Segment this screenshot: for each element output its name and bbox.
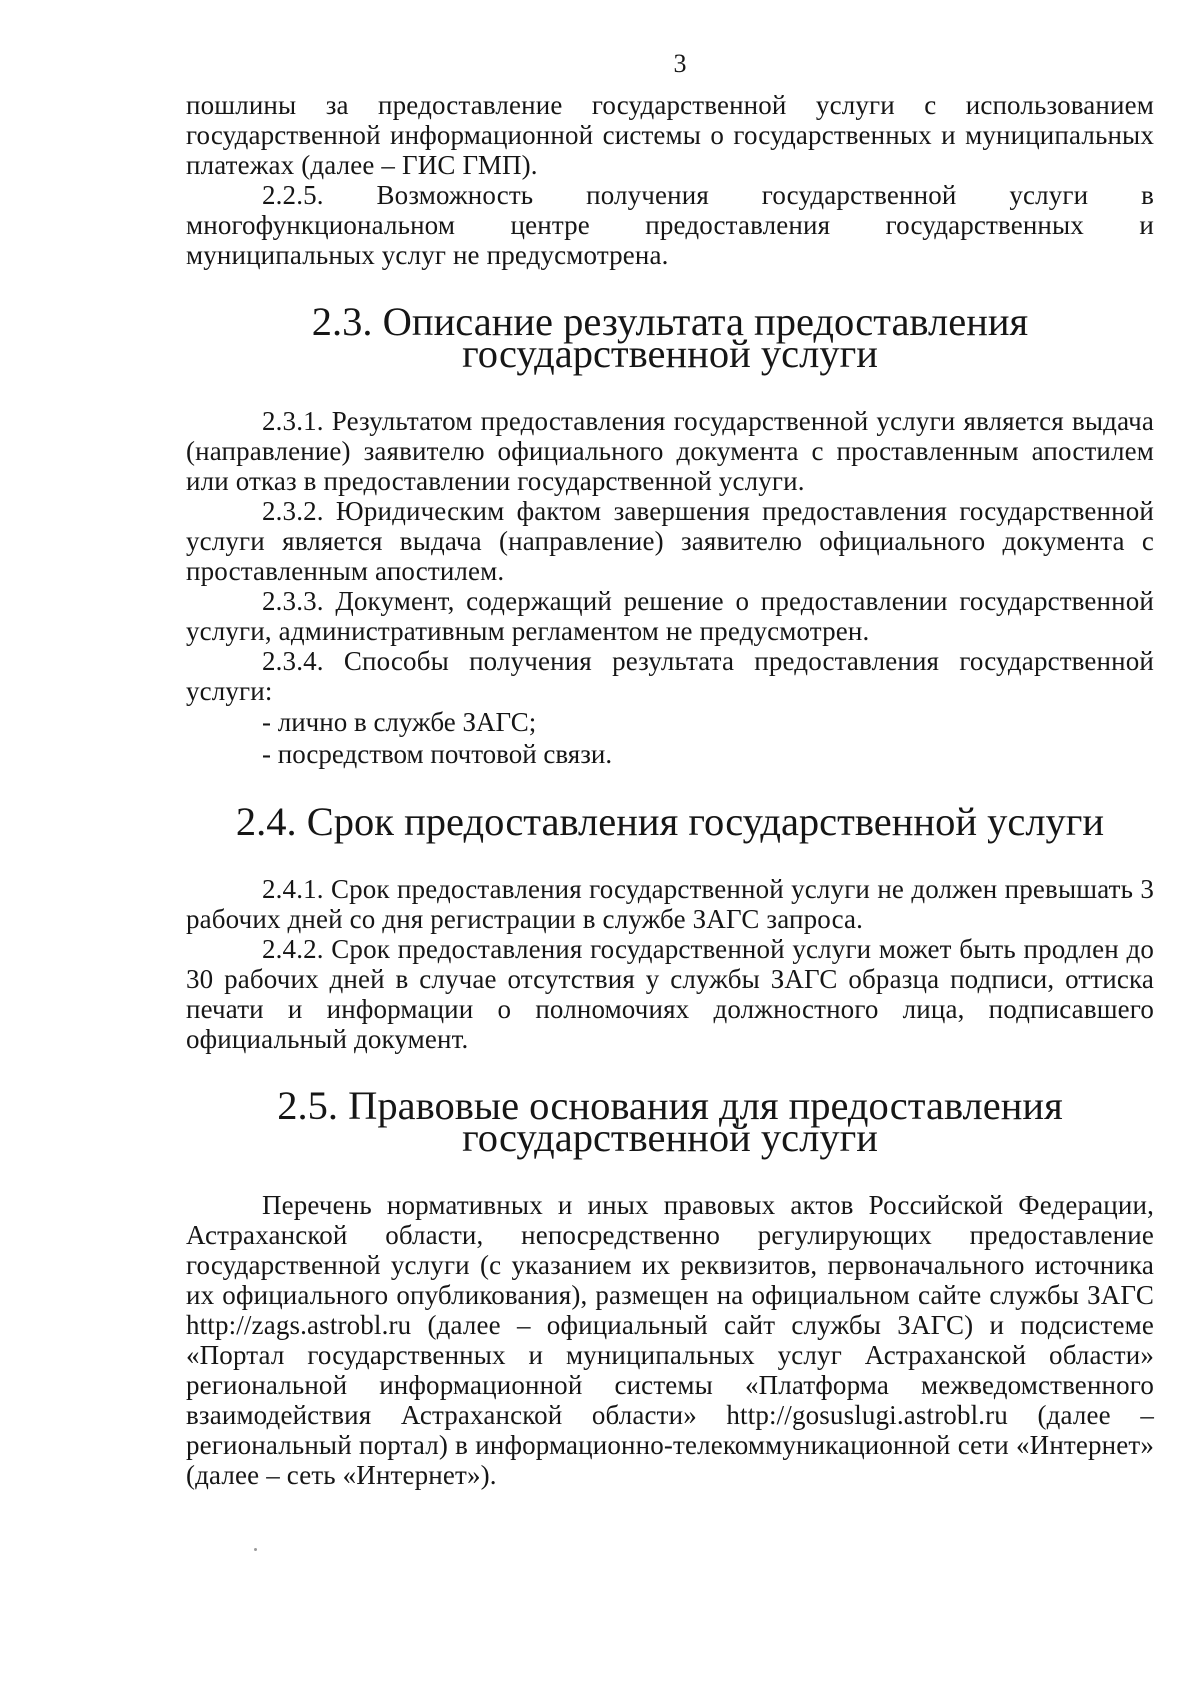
- section-2-5-body: [186, 1190, 1154, 1490]
- page-number: 3: [673, 49, 687, 78]
- paragraph-2-4-2: 2.4.2. Срок предоставления государственной услуги может быть продлен до 30 рабочих дней в случае отсутствия у службы ЗАГС образца подписи, оттиска печати и информации о полномочиях должностного лица, подписавшего официальный документ.: [186, 934, 1154, 1054]
- paragraph-2-3-2: 2.3.2. Юридическим фактом завершения предоставления государственной услуги является выдача (направление) заявителю официального документа с проставленным апостилем.: [186, 496, 1154, 586]
- paragraph-2-4-1: 2.4.1. Срок предоставления государственной услуги не должен превышать 3 рабочих дней со дня регистрации в службе ЗАГС запроса.: [186, 874, 1154, 934]
- section-heading-2-3: 2.3. Описание результата предоставления государственной услуги: [311, 299, 1029, 376]
- paragraph-2-3-4: 2.3.4. Способы получения результата предоставления государственной услуги:: [186, 646, 1154, 706]
- section-heading-2-5: 2.5. Правовые основания для предоставления государственной услуги: [277, 1083, 1063, 1160]
- paragraph-2-3-3: 2.3.3. Документ, содержащий решение о предоставлении государственной услуги, административным регламентом не предусмотрен.: [186, 586, 1154, 646]
- list-item: - лично в службе ЗАГС;: [262, 707, 537, 737]
- section-2-3-body: [186, 406, 1154, 770]
- paragraph-2-3-1: 2.3.1. Результатом предоставления государственной услуги является выдача (направление) заявителю официального документа с проставленным апостилем или отказ в предоставлении государственной услуги.: [186, 406, 1154, 496]
- paragraph-2-5: Перечень нормативных и иных правовых актов Российской Федерации, Астраханской области, непосредственно регулирующих предоставление государственной услуги (с указанием их реквизитов, первоначального источника их официального опубликования), размещен на официальном сайте службы ЗАГС http://zags.astrobl.ru (далее – официальный сайт службы ЗАГС) и подсистеме «Портал государственных и муниципальных услуг Астраханской области» региональной информационной системы «Платформа межведомственного взаимодействия Астраханской области» http://gosuslugi.astrobl.ru (далее – региональный портал) в информационно-телекоммуникационной сети «Интернет» (далее – сеть «Интернет»).: [186, 1190, 1154, 1490]
- section-2-4-body: [186, 874, 1154, 1054]
- list-item: - посредством почтовой связи.: [262, 739, 613, 769]
- paragraph-2-2-5: 2.2.5. Возможность получения государственной услуги в многофункциональном центре предоставления государственных и муниципальных услуг не предусмотрена.: [186, 180, 1154, 270]
- scan-speck: [254, 1548, 257, 1551]
- section-heading-2-4: 2.4. Срок предоставления государственной услуги: [235, 799, 1105, 844]
- document-body: [186, 90, 1154, 1490]
- paragraph-continuation: пошлины за предоставление государственной услуги с использованием государственной информационной системы о государственных и муниципальных платежах (далее – ГИС ГМП).: [186, 90, 1154, 180]
